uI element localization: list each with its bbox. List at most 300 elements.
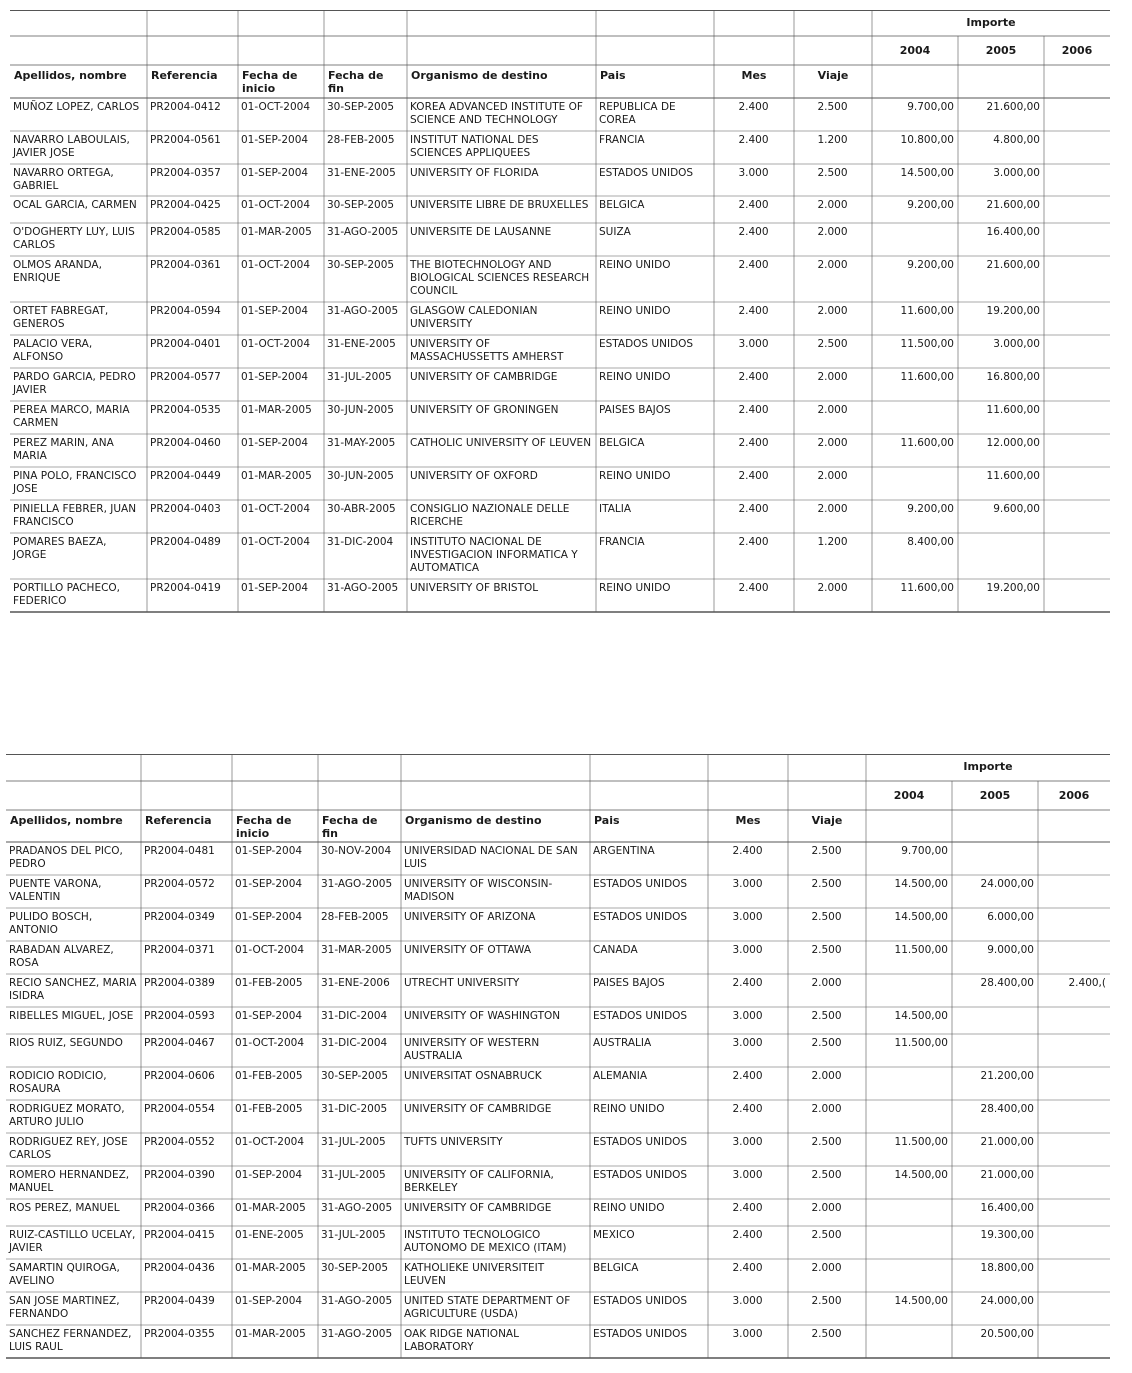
table-cell: 30-ABR-2005: [327, 503, 396, 515]
table-cell: PR2004-0357: [150, 167, 221, 179]
table-cell: 16.400,00: [986, 226, 1040, 238]
column-header: Referencia: [145, 814, 212, 827]
table-cell: 2.500: [811, 1328, 842, 1340]
table-cell: 14.500,00: [900, 167, 954, 179]
table-cell: PR2004-0572: [144, 878, 215, 890]
table-cell: 11.500,00: [894, 1037, 948, 1049]
table-2: [6, 754, 1110, 1362]
table-cell: PEREZ MARIN, ANA MARIA: [13, 437, 114, 462]
table-cell: MUÑOZ LOPEZ, CARLOS: [13, 101, 140, 113]
table-cell: 24.000,00: [980, 878, 1034, 890]
table-cell: 2.400: [738, 470, 769, 482]
table-cell: 9.700,00: [907, 101, 954, 113]
table-cell: 11.600,00: [900, 371, 954, 383]
table-cell: INSTITUTO NACIONAL DE INVESTIGACION INFORMATICA Y AUTOMATICA: [410, 536, 578, 574]
table-cell: 3.000: [732, 1328, 763, 1340]
table-cell: 31-MAR-2005: [321, 944, 392, 956]
table-cell: UNIVERSITE LIBRE DE BRUXELLES: [410, 199, 589, 211]
table-cell: 1.200: [817, 536, 848, 548]
table-cell: CONSIGLIO NAZIONALE DELLE RICERCHE: [410, 503, 570, 528]
table-cell: RIBELLES MIGUEL, JOSE: [9, 1010, 134, 1022]
table-cell: 01-SEP-2004: [235, 911, 303, 923]
table-cell: BELGICA: [599, 437, 645, 449]
table-cell: PR2004-0415: [144, 1229, 215, 1241]
column-header: Fecha de inicio: [236, 814, 292, 840]
table-cell: UNIVERSITY OF MASSACHUSSETTS AMHERST: [410, 338, 564, 363]
table-cell: 01-ENE-2005: [235, 1229, 304, 1241]
table-cell: PR2004-0460: [150, 437, 221, 449]
table-cell: 01-OCT-2004: [241, 259, 310, 271]
table-cell: 31-DIC-2004: [321, 1037, 388, 1049]
table-cell: 2.400: [738, 101, 769, 113]
table-cell: 21.600,00: [986, 199, 1040, 211]
table-cell: 3.000: [732, 1010, 763, 1022]
table-cell: 2.500: [817, 338, 848, 350]
table-cell: OLMOS ARANDA, ENRIQUE: [13, 259, 102, 284]
table-cell: O'DOGHERTY LUY, LUIS CARLOS: [13, 226, 135, 251]
table-cell: 01-OCT-2004: [241, 199, 310, 211]
table-cell: PEREA MARCO, MARIA CARMEN: [13, 404, 130, 429]
table-cell: ESTADOS UNIDOS: [593, 1328, 688, 1340]
table-cell: 2.000: [817, 199, 848, 211]
table-cell: 2.400: [732, 1202, 763, 1214]
table-cell: 01-MAR-2005: [235, 1328, 306, 1340]
table-cell: OAK RIDGE NATIONAL LABORATORY: [404, 1328, 519, 1353]
table-cell: 11.600,00: [900, 437, 954, 449]
table-cell: 1.200: [817, 134, 848, 146]
table-cell: 01-SEP-2004: [241, 371, 309, 383]
table-cell: 01-SEP-2004: [235, 878, 303, 890]
table-cell: UNIVERSITAT OSNABRUCK: [404, 1070, 542, 1082]
table-cell: 01-SEP-2004: [241, 437, 309, 449]
table-cell: PINA POLO, FRANCISCO JOSE: [13, 470, 137, 495]
table-cell: 9.200,00: [907, 199, 954, 211]
table-cell: POMARES BAEZA, JORGE: [13, 536, 107, 561]
table-cell: 01-SEP-2004: [235, 845, 303, 857]
table-cell: 14.500,00: [894, 1010, 948, 1022]
table-cell: 31-AGO-2005: [321, 1295, 393, 1307]
table-cell: 11.600,00: [986, 404, 1040, 416]
table-cell: 31-AGO-2005: [327, 305, 399, 317]
table-cell: REINO UNIDO: [599, 305, 671, 317]
table-cell: 2.400: [732, 977, 763, 989]
table-cell: ESTADOS UNIDOS: [593, 1295, 688, 1307]
table-cell: 31-ENE-2005: [327, 167, 396, 179]
table-cell: 01-MAR-2005: [241, 404, 312, 416]
table-cell: 01-MAR-2005: [241, 226, 312, 238]
table-cell: PAISES BAJOS: [599, 404, 671, 416]
table-cell: PAISES BAJOS: [593, 977, 665, 989]
table-cell: REINO UNIDO: [599, 371, 671, 383]
table-cell: UTRECHT UNIVERSITY: [404, 977, 520, 989]
table-cell: 01-SEP-2004: [235, 1295, 303, 1307]
table-cell: PR2004-0552: [144, 1136, 215, 1148]
table-cell: 14.500,00: [894, 878, 948, 890]
table-cell: 21.600,00: [986, 101, 1040, 113]
table-cell: 3.000: [732, 878, 763, 890]
table-cell: 3.000,00: [993, 167, 1040, 179]
table-cell: 2.500: [817, 101, 848, 113]
table-cell: 11.500,00: [900, 338, 954, 350]
column-header: Organismo de destino: [405, 814, 542, 827]
table-cell: 3.000: [738, 167, 769, 179]
table-cell: AUSTRALIA: [593, 1037, 652, 1049]
table-cell: 12.000,00: [986, 437, 1040, 449]
table-cell: PR2004-0467: [144, 1037, 215, 1049]
table-cell: REINO UNIDO: [599, 259, 671, 271]
table-cell: REPUBLICA DE COREA: [599, 101, 676, 126]
table-cell: SANCHEZ FERNANDEZ, LUIS RAUL: [9, 1328, 132, 1353]
table-cell: PR2004-0412: [150, 101, 221, 113]
table-cell: RIOS RUIZ, SEGUNDO: [9, 1037, 123, 1049]
table-cell: ALEMANIA: [593, 1070, 648, 1082]
table-cell: 9.700,00: [901, 845, 948, 857]
table-cell: KATHOLIEKE UNIVERSITEIT LEUVEN: [404, 1262, 545, 1287]
table-cell: 2.500: [811, 878, 842, 890]
table-cell: ESTADOS UNIDOS: [593, 1136, 688, 1148]
table-cell: 28-FEB-2005: [321, 911, 389, 923]
table-cell: 01-SEP-2004: [241, 582, 309, 594]
table-cell: 3.000: [732, 1037, 763, 1049]
column-header: Fecha de fin: [322, 814, 378, 840]
table-cell: 30-SEP-2005: [321, 1070, 389, 1082]
table-cell: 2.500: [817, 167, 848, 179]
table-cell: 2.500: [811, 1037, 842, 1049]
table-cell: 3.000: [732, 911, 763, 923]
table-cell: 30-JUN-2005: [327, 470, 394, 482]
table-cell: 2.400: [738, 371, 769, 383]
table-cell: PULIDO BOSCH, ANTONIO: [9, 911, 93, 936]
table-cell: 19.200,00: [986, 305, 1040, 317]
table-cell: 2.000: [811, 1103, 842, 1115]
table-cell: 2.000: [817, 503, 848, 515]
table-cell: 2.400: [738, 199, 769, 211]
table-cell: UNIVERSITY OF WISCONSIN-MADISON: [404, 878, 553, 903]
table-cell: UNIVERSITY OF OXFORD: [410, 470, 538, 482]
table-cell: PR2004-0355: [144, 1328, 215, 1340]
table-cell: 2.000: [817, 582, 848, 594]
table-cell: INSTITUTO TECNOLOGICO AUTONOMO DE MEXICO (ITAM): [404, 1229, 567, 1254]
year-header-2006: 2006: [1058, 789, 1090, 802]
year-header-2005: 2005: [985, 44, 1017, 57]
table-cell: 31-DIC-2004: [327, 536, 394, 548]
table-cell: UNIVERSITE DE LAUSANNE: [410, 226, 552, 238]
table-cell: 01-SEP-2004: [235, 1169, 303, 1181]
column-header: Pais: [600, 69, 626, 82]
table-cell: PR2004-0361: [150, 259, 221, 271]
table-cell: UNIVERSITY OF FLORIDA: [410, 167, 539, 179]
table-cell: SAN JOSE MARTINEZ, FERNANDO: [9, 1295, 120, 1320]
table-cell: BELGICA: [593, 1262, 639, 1274]
table-cell: SAMARTIN QUIROGA, AVELINO: [9, 1262, 120, 1287]
table-cell: ESTADOS UNIDOS: [599, 338, 694, 350]
table-cell: PR2004-0481: [144, 845, 215, 857]
table-cell: 2.000: [817, 259, 848, 271]
table-cell: 01-SEP-2004: [241, 305, 309, 317]
table-cell: 11.500,00: [894, 944, 948, 956]
table-cell: ROMERO HERNANDEZ, MANUEL: [9, 1169, 130, 1194]
year-header-2004: 2004: [899, 44, 931, 57]
column-header: Fecha de fin: [328, 69, 384, 95]
table-cell: 28.400,00: [980, 977, 1034, 989]
table-cell: 6.000,00: [987, 911, 1034, 923]
table-cell: 31-AGO-2005: [321, 878, 393, 890]
table-cell: 31-AGO-2005: [327, 226, 399, 238]
table-cell: CANADA: [593, 944, 638, 956]
table-cell: RUIZ-CASTILLO UCELAY, JAVIER: [9, 1229, 136, 1254]
table-cell: 31-JUL-2005: [327, 371, 392, 383]
table-cell: 31-DIC-2005: [321, 1103, 388, 1115]
table-cell: INSTITUT NATIONAL DES SCIENCES APPLIQUEES: [410, 134, 539, 159]
table-cell: ITALIA: [599, 503, 632, 515]
table-cell: PR2004-0401: [150, 338, 221, 350]
table-cell: 21.600,00: [986, 259, 1040, 271]
table-cell: PRADANOS DEL PICO, PEDRO: [9, 845, 123, 870]
table-cell: REINO UNIDO: [599, 470, 671, 482]
table-cell: 3.000: [738, 338, 769, 350]
table-cell: ESTADOS UNIDOS: [593, 1169, 688, 1181]
table-cell: PR2004-0489: [150, 536, 221, 548]
table-cell: 28-FEB-2005: [327, 134, 395, 146]
table-cell: 3.000: [732, 1136, 763, 1148]
table-cell: 2.400: [738, 259, 769, 271]
column-header: Fecha de inicio: [242, 69, 298, 95]
table-cell: 21.000,00: [980, 1169, 1034, 1181]
table-cell: SUIZA: [599, 226, 631, 238]
table-cell: 2.400,(: [1068, 977, 1106, 989]
table-cell: 2.400: [732, 845, 763, 857]
table-cell: PR2004-0439: [144, 1295, 215, 1307]
table-cell: 01-OCT-2004: [241, 503, 310, 515]
table-cell: 11.600,00: [900, 582, 954, 594]
table-cell: FRANCIA: [599, 134, 645, 146]
table-cell: 01-OCT-2004: [235, 944, 304, 956]
table-cell: 2.400: [732, 1262, 763, 1274]
column-header: Apellidos, nombre: [10, 814, 123, 827]
year-header-2004: 2004: [893, 789, 925, 802]
table-cell: PR2004-0389: [144, 977, 215, 989]
table-cell: 2.500: [811, 1169, 842, 1181]
table-cell: PR2004-0606: [144, 1070, 215, 1082]
table-cell: BELGICA: [599, 199, 645, 211]
table-cell: 2.000: [817, 305, 848, 317]
table-cell: ESTADOS UNIDOS: [599, 167, 694, 179]
table-cell: 14.500,00: [894, 1295, 948, 1307]
table-cell: 30-SEP-2005: [327, 259, 395, 271]
table-cell: 01-SEP-2004: [235, 1010, 303, 1022]
table-cell: 9.000,00: [987, 944, 1034, 956]
column-header: Organismo de destino: [411, 69, 548, 82]
table-cell: 2.000: [817, 404, 848, 416]
table-cell: 2.400: [738, 305, 769, 317]
table-cell: REINO UNIDO: [593, 1103, 665, 1115]
table-cell: 2.500: [811, 1010, 842, 1022]
table-cell: 2.400: [738, 437, 769, 449]
table-cell: UNIVERSITY OF BRISTOL: [410, 582, 539, 594]
table-cell: 2.000: [817, 226, 848, 238]
table-cell: 28.400,00: [980, 1103, 1034, 1115]
table-cell: 01-OCT-2004: [241, 101, 310, 113]
table-cell: UNIVERSITY OF CALIFORNIA, BERKELEY: [404, 1169, 554, 1194]
table-cell: 2.500: [811, 911, 842, 923]
table-cell: ROS PEREZ, MANUEL: [9, 1202, 120, 1214]
table-cell: 01-OCT-2004: [235, 1136, 304, 1148]
table-cell: ESTADOS UNIDOS: [593, 911, 688, 923]
table-cell: PR2004-0561: [150, 134, 221, 146]
table-cell: 2.400: [732, 1229, 763, 1241]
table-cell: 2.400: [732, 1070, 763, 1082]
table-cell: 14.500,00: [894, 911, 948, 923]
table-cell: RODICIO RODICIO, ROSAURA: [9, 1070, 107, 1095]
table-cell: REINO UNIDO: [593, 1202, 665, 1214]
table-cell: 11.600,00: [900, 305, 954, 317]
table-cell: 31-JUL-2005: [321, 1136, 386, 1148]
table-cell: ORTET FABREGAT, GENEROS: [13, 305, 109, 330]
table-cell: CATHOLIC UNIVERSITY OF LEUVEN: [410, 437, 592, 449]
table-cell: 3.000,00: [993, 338, 1040, 350]
table-cell: KOREA ADVANCED INSTITUTE OF SCIENCE AND TECHNOLOGY: [410, 101, 583, 126]
table-cell: 3.000: [732, 1295, 763, 1307]
table-cell: 2.000: [811, 1202, 842, 1214]
table-cell: 11.600,00: [986, 470, 1040, 482]
table-cell: PR2004-0436: [144, 1262, 215, 1274]
column-header: Pais: [594, 814, 620, 827]
table-cell: 16.800,00: [986, 371, 1040, 383]
table-cell: RABADAN ALVAREZ, ROSA: [9, 944, 114, 969]
table-cell: 30-SEP-2005: [327, 199, 395, 211]
column-header: Mes: [741, 69, 767, 82]
table-cell: 31-AGO-2005: [321, 1328, 393, 1340]
table-cell: ESTADOS UNIDOS: [593, 1010, 688, 1022]
table-cell: PARDO GARCIA, PEDRO JAVIER: [13, 371, 136, 396]
table-cell: 01-FEB-2005: [235, 977, 303, 989]
table-cell: 31-MAY-2005: [327, 437, 396, 449]
table-cell: UNIVERSITY OF CAMBRIDGE: [404, 1202, 552, 1214]
table-cell: OCAL GARCIA, CARMEN: [13, 199, 137, 211]
table-cell: 01-MAR-2005: [235, 1202, 306, 1214]
table-cell: UNITED STATE DEPARTMENT OF AGRICULTURE (USDA): [404, 1295, 571, 1320]
table-cell: 31-JUL-2005: [321, 1169, 386, 1181]
table-cell: UNIVERSITY OF WASHINGTON: [404, 1010, 561, 1022]
table-cell: 2.400: [738, 503, 769, 515]
importe-header: Importe: [966, 16, 1016, 29]
table-1: [10, 10, 1110, 616]
table-cell: PR2004-0594: [150, 305, 221, 317]
table-cell: 01-SEP-2004: [241, 134, 309, 146]
table-cell: 8.400,00: [907, 536, 954, 548]
table-cell: 9.200,00: [907, 503, 954, 515]
table-cell: 2.400: [732, 1103, 763, 1115]
table-cell: GLASGOW CALEDONIAN UNIVERSITY: [410, 305, 538, 330]
table-cell: PR2004-0425: [150, 199, 221, 211]
table-cell: 31-ENE-2006: [321, 977, 390, 989]
table-cell: PR2004-0366: [144, 1202, 215, 1214]
table-cell: 30-SEP-2005: [321, 1262, 389, 1274]
table-cell: 2.400: [738, 134, 769, 146]
table-cell: 31-AGO-2005: [327, 582, 399, 594]
table-cell: UNIVERSITY OF OTTAWA: [404, 944, 532, 956]
table-cell: 01-OCT-2004: [241, 338, 310, 350]
column-header: Apellidos, nombre: [14, 69, 127, 82]
table-cell: 2.400: [738, 226, 769, 238]
table-cell: 3.000: [732, 944, 763, 956]
table-cell: PR2004-0449: [150, 470, 221, 482]
table-cell: 2.500: [811, 1136, 842, 1148]
table-cell: THE BIOTECHNOLOGY AND BIOLOGICAL SCIENCES RESEARCH COUNCIL: [410, 259, 590, 297]
table-cell: PINIELLA FEBRER, JUAN FRANCISCO: [13, 503, 137, 528]
table-cell: TUFTS UNIVERSITY: [404, 1136, 503, 1148]
table-cell: 2.000: [817, 437, 848, 449]
table-cell: 2.500: [811, 944, 842, 956]
table-cell: 21.200,00: [980, 1070, 1034, 1082]
table-cell: PR2004-0585: [150, 226, 221, 238]
table-cell: RODRIGUEZ MORATO, ARTURO JULIO: [9, 1103, 125, 1128]
table-cell: 19.200,00: [986, 582, 1040, 594]
table-cell: 01-OCT-2004: [241, 536, 310, 548]
table-cell: 10.800,00: [900, 134, 954, 146]
table-cell: PR2004-0371: [144, 944, 215, 956]
table-cell: 2.400: [738, 582, 769, 594]
table-cell: 2.500: [811, 1295, 842, 1307]
table-cell: PORTILLO PACHECO, FEDERICO: [13, 582, 121, 607]
table-cell: 11.500,00: [894, 1136, 948, 1148]
table-cell: 31-DIC-2004: [321, 1010, 388, 1022]
table-cell: 14.500,00: [894, 1169, 948, 1181]
table-cell: PUENTE VARONA, VALENTIN: [9, 878, 102, 903]
table-cell: UNIVERSITY OF CAMBRIDGE: [404, 1103, 552, 1115]
table-cell: 30-NOV-2004: [321, 845, 392, 857]
table-cell: 16.400,00: [980, 1202, 1034, 1214]
table-cell: PR2004-0577: [150, 371, 221, 383]
table-cell: 2.500: [811, 1229, 842, 1241]
table-cell: 19.300,00: [980, 1229, 1034, 1241]
table-cell: 30-JUN-2005: [327, 404, 394, 416]
table-cell: PR2004-0349: [144, 911, 215, 923]
table-cell: 31-ENE-2005: [327, 338, 396, 350]
table-cell: 01-SEP-2004: [241, 167, 309, 179]
table-cell: UNIVERSITY OF WESTERN AUSTRALIA: [404, 1037, 540, 1062]
table-cell: MEXICO: [593, 1229, 635, 1241]
year-header-2006: 2006: [1061, 44, 1093, 57]
table-cell: RODRIGUEZ REY, JOSE CARLOS: [9, 1136, 128, 1161]
year-header-2005: 2005: [979, 789, 1011, 802]
table-cell: 01-OCT-2004: [235, 1037, 304, 1049]
column-header: Referencia: [151, 69, 218, 82]
table-cell: 30-SEP-2005: [327, 101, 395, 113]
column-header: Viaje: [817, 69, 849, 82]
table-cell: 31-AGO-2005: [321, 1202, 393, 1214]
table-cell: PR2004-0593: [144, 1010, 215, 1022]
table-cell: 2.000: [811, 1070, 842, 1082]
column-header: Mes: [735, 814, 761, 827]
table-cell: 9.600,00: [993, 503, 1040, 515]
column-header: Viaje: [811, 814, 843, 827]
table-cell: UNIVERSIDAD NACIONAL DE SAN LUIS: [404, 845, 578, 870]
table-cell: 20.500,00: [980, 1328, 1034, 1340]
table-cell: FRANCIA: [599, 536, 645, 548]
table-cell: NAVARRO LABOULAIS, JAVIER JOSE: [13, 134, 130, 159]
table-cell: PR2004-0535: [150, 404, 221, 416]
table-cell: PR2004-0390: [144, 1169, 215, 1181]
table-cell: ESTADOS UNIDOS: [593, 878, 688, 890]
table-cell: UNIVERSITY OF GRONINGEN: [410, 404, 559, 416]
table-cell: 3.000: [732, 1169, 763, 1181]
table-cell: REINO UNIDO: [599, 582, 671, 594]
table-cell: 2.400: [738, 536, 769, 548]
table-cell: 9.200,00: [907, 259, 954, 271]
table-cell: 01-MAR-2005: [241, 470, 312, 482]
table-cell: 24.000,00: [980, 1295, 1034, 1307]
